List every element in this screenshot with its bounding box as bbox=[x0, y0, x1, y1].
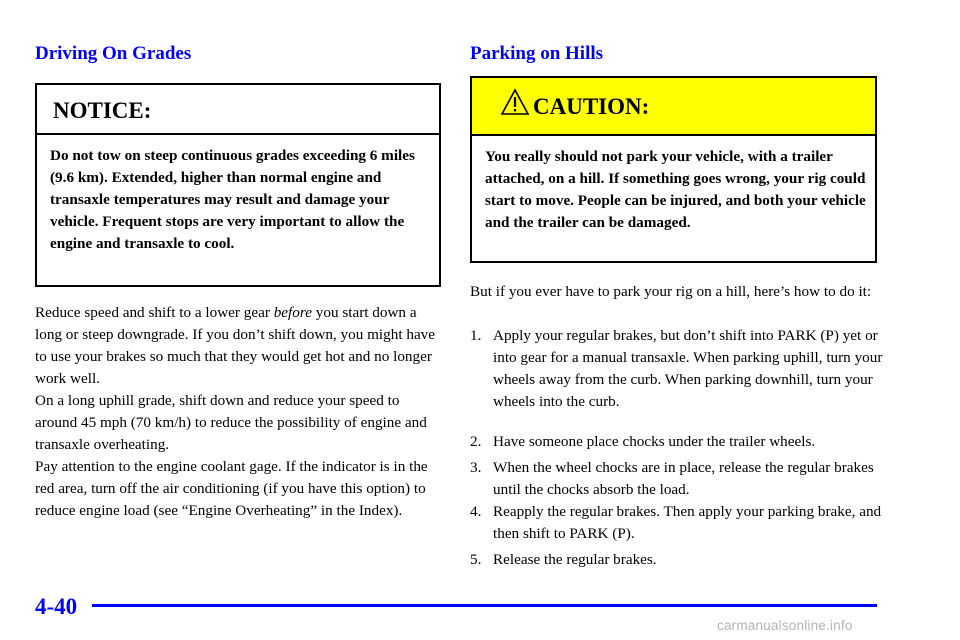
caution-body: You really should not park your vehicle, with a trailer attached, on a hill. If something goes wrong, your rig could start to move. People can be injured, and both your vehicle and the trailer can be damaged. bbox=[485, 148, 866, 231]
paragraph-uphill-grade: On a long uphill grade, shift down and reduce your speed to around 45 mph (70 km/h) to reduce the possibility of engine and transaxle overheating. bbox=[35, 392, 427, 453]
list-item bbox=[470, 549, 885, 571]
list-item-text: Apply your regular brakes, but don’t shift into PARK (P) yet or into gear for a manual transaxle. When parking uphill, turn your wheels away from the curb. When parking downhill, turn your wheels into the curb. bbox=[493, 327, 883, 410]
notice-header bbox=[37, 85, 439, 135]
caution-title: CAUTION: bbox=[533, 94, 650, 119]
section-heading-driving-on-grades: Driving On Grades bbox=[35, 43, 192, 64]
list-item-number: 4. bbox=[470, 503, 482, 520]
warning-triangle-icon bbox=[500, 88, 530, 116]
paragraph-text: you start down a long or steep downgrade. If you don’t shift down, you might have to use your brakes so much that they would get hot and no longer work well. bbox=[35, 304, 436, 387]
list-item-number: 2. bbox=[470, 433, 482, 450]
section-heading-parking-on-hills: Parking on Hills bbox=[470, 43, 604, 64]
list-item-number: 5. bbox=[470, 551, 482, 568]
watermark: carmanualsonline.info bbox=[717, 618, 853, 633]
caution-header bbox=[472, 78, 875, 136]
list-item-text: When the wheel chocks are in place, release the regular brakes until the chocks absorb the load. bbox=[493, 459, 874, 498]
caution-box bbox=[470, 76, 877, 263]
list-item bbox=[470, 501, 885, 545]
list-item bbox=[470, 431, 885, 453]
page-number: 4-40 bbox=[35, 594, 78, 619]
paragraph-coolant-gage: Pay attention to the engine coolant gage. If the indicator is in the red area, turn off the air conditioning (if you have this option) to reduce engine load (see “Engine Overheating” in the Index). bbox=[35, 458, 428, 519]
footer-divider bbox=[92, 604, 877, 607]
list-item-text: Have someone place chocks under the trailer wheels. bbox=[493, 433, 816, 450]
list-item-text: Release the regular brakes. bbox=[493, 551, 657, 568]
notice-title: NOTICE: bbox=[53, 98, 152, 123]
list-item-number: 3. bbox=[470, 459, 482, 476]
paragraph-text: Reduce speed and shift to a lower gear bbox=[35, 304, 274, 321]
list-item-number: 1. bbox=[470, 327, 482, 344]
list-item bbox=[470, 457, 885, 501]
list-item bbox=[470, 325, 885, 413]
paragraph-reduce-speed bbox=[35, 302, 441, 390]
list-item-text: Reapply the regular brakes. Then apply your parking brake, and then shift to PARK (P). bbox=[493, 503, 882, 542]
paragraph-park-on-hill-intro: But if you ever have to park your rig on a hill, here’s how to do it: bbox=[470, 283, 872, 300]
notice-body: Do not tow on steep continuous grades exceeding 6 miles (9.6 km). Extended, higher than normal engine and transaxle temperatures may result and damage your vehicle. Frequent stops are very important to allow the engine and transaxle to cool. bbox=[50, 147, 415, 252]
emphasis-text: before bbox=[273, 304, 312, 321]
notice-box bbox=[35, 83, 441, 287]
